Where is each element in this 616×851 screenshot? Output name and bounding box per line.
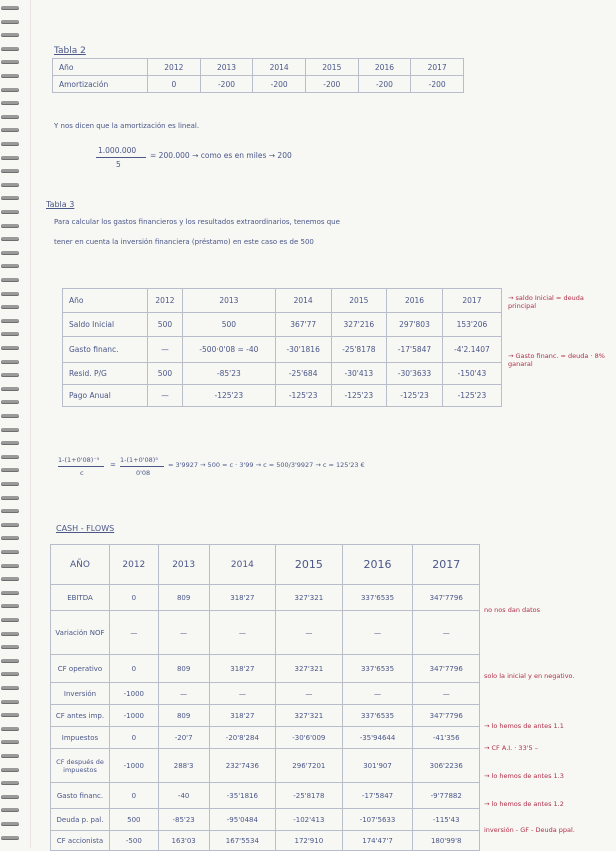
tabla3-title: Tabla 3 <box>46 200 75 209</box>
tabla2-title: Tabla 2 <box>54 46 86 56</box>
tabla2-cell: -200 <box>305 76 358 93</box>
tabla3-intro-line1: Para calcular los gastos financieros y los resultados extraordinarios, tenemos que <box>54 218 340 226</box>
cashflow-note-accionista: inversión - GF - Deuda ppal. <box>484 826 575 834</box>
spiral-ring <box>1 482 19 486</box>
tabla3-cell: -25'684 <box>275 363 331 385</box>
spiral-ring <box>1 822 19 826</box>
cashflow-table <box>50 544 480 851</box>
tabla3-header: 2015 <box>331 289 387 313</box>
spiral-ring <box>1 156 19 160</box>
tabla3-cell: 500 <box>148 363 183 385</box>
tabla3-header: 2013 <box>182 289 275 313</box>
tabla2-formula-denominator: 5 <box>116 160 121 169</box>
spiral-ring <box>1 618 19 622</box>
cashflow-cell: — <box>276 611 342 655</box>
spiral-ring <box>1 196 19 200</box>
cashflow-note-inversion: solo la inicial y en negativo. <box>484 672 575 680</box>
cashflow-cell: -1000 <box>110 705 159 727</box>
cashflow-cell: 180'99'8 <box>413 831 480 851</box>
spiral-ring <box>1 60 19 64</box>
tabla3-cell: -125'23 <box>387 385 443 407</box>
cashflow-cell: -9'77882 <box>413 783 480 809</box>
fraction-bar <box>58 466 104 467</box>
cashflow-cell: -95'0484 <box>209 809 275 831</box>
tabla2-header: 2012 <box>148 59 201 76</box>
tabla3-cell: -125'23 <box>331 385 387 407</box>
spiral-ring <box>1 101 19 105</box>
cashflow-cell: 296'7201 <box>276 749 342 783</box>
tabla3-header: 2016 <box>387 289 443 313</box>
spiral-ring <box>1 604 19 608</box>
spiral-ring <box>1 577 19 581</box>
spiral-ring <box>1 319 19 323</box>
cashflow-cell: 232'7436 <box>209 749 275 783</box>
cashflow-header: 2013 <box>158 545 209 585</box>
spiral-ring <box>1 645 19 649</box>
spiral-ring <box>1 523 19 527</box>
cashflow-cell: -107'5633 <box>342 809 413 831</box>
spiral-ring <box>1 142 19 146</box>
cashflow-cell: — <box>209 683 275 705</box>
tabla2-header: 2015 <box>305 59 358 76</box>
tabla3-header: 2014 <box>275 289 331 313</box>
cashflow-cell: -500 <box>110 831 159 851</box>
tabla2-cell: -200 <box>358 76 411 93</box>
cashflow-cell: -25'8178 <box>276 783 342 809</box>
cashflow-note-impuestos: → CF A.I. · 33'5 – <box>484 744 538 752</box>
cashflow-note-antes: → lo hemos de antes 1.1 <box>484 722 564 730</box>
cashflow-header: 2015 <box>276 545 342 585</box>
cashflow-title: CASH - FLOWS <box>56 524 115 533</box>
tabla2-header: 2013 <box>200 59 253 76</box>
cashflow-cell: — <box>110 611 159 655</box>
tabla3-cell: -125'23 <box>182 385 275 407</box>
cashflow-cell: — <box>413 683 480 705</box>
cashflow-row-label: CF después de impuestos <box>51 749 110 783</box>
spiral-ring <box>1 414 19 418</box>
spiral-ring <box>1 686 19 690</box>
spiral-ring <box>1 754 19 758</box>
notebook-spiral <box>0 0 22 848</box>
cashflow-cell: 0 <box>110 655 159 683</box>
spiral-ring <box>1 183 19 187</box>
tabla3-cell: 500 <box>182 313 275 337</box>
tabla2-table <box>52 58 464 93</box>
tabla3-cell: — <box>148 337 183 363</box>
spiral-ring <box>1 224 19 228</box>
spiral-ring <box>1 360 19 364</box>
cashflow-cell: 337'6535 <box>342 585 413 611</box>
spiral-ring <box>1 468 19 472</box>
tabla3-formula-left-num: 1-(1+0'08)⁻⁵ <box>58 456 100 464</box>
spiral-ring <box>1 115 19 119</box>
cashflow-note-nof: no nos dan datos <box>484 606 541 614</box>
fraction-bar <box>120 466 164 467</box>
cashflow-cell: — <box>276 683 342 705</box>
tabla3-formula-mid-den: 0'08 <box>136 469 151 477</box>
tabla2-cell: -200 <box>200 76 253 93</box>
cashflow-cell: -35'1816 <box>209 783 275 809</box>
cashflow-cell: — <box>342 611 413 655</box>
tabla2-header: 2017 <box>411 59 464 76</box>
cashflow-cell: — <box>413 611 480 655</box>
tabla3-cell: -150'43 <box>442 363 501 385</box>
spiral-ring <box>1 346 19 350</box>
cashflow-cell: 288'3 <box>158 749 209 783</box>
spiral-ring <box>1 128 19 132</box>
cashflow-row-label: CF operativo <box>51 655 110 683</box>
cashflow-cell: -40 <box>158 783 209 809</box>
spiral-ring <box>1 727 19 731</box>
cashflow-cell: 337'6535 <box>342 655 413 683</box>
tabla3-note-gasto: → Gasto financ. = deuda · 8% ganaral <box>508 352 605 368</box>
tabla2-cell: 0 <box>148 76 201 93</box>
spiral-ring <box>1 536 19 540</box>
tabla3-formula-rest: = 3'9927 → 500 = c · 3'99 → c = 500/3'9927 → c = 125'23 € <box>168 461 365 469</box>
spiral-ring <box>1 292 19 296</box>
margin-line <box>30 0 31 848</box>
tabla3-cell: 327'216 <box>331 313 387 337</box>
spiral-ring <box>1 836 19 840</box>
spiral-ring <box>1 550 19 554</box>
cashflow-note-deuda: → lo hemos de antes 1.2 <box>484 800 564 808</box>
cashflow-cell: 0 <box>110 727 159 749</box>
cashflow-cell: 337'6535 <box>342 705 413 727</box>
cashflow-row-label: Variación NOF <box>51 611 110 655</box>
cashflow-cell: 0 <box>110 585 159 611</box>
cashflow-cell: 347'7796 <box>413 705 480 727</box>
cashflow-cell: 327'321 <box>276 655 342 683</box>
spiral-ring <box>1 428 19 432</box>
cashflow-header: 2014 <box>209 545 275 585</box>
spiral-ring <box>1 672 19 676</box>
tabla3-cell: -500·0'08 = -40 <box>182 337 275 363</box>
cashflow-cell: — <box>158 611 209 655</box>
cashflow-row-label: Deuda p. pal. <box>51 809 110 831</box>
cashflow-cell: 809 <box>158 655 209 683</box>
tabla3-cell: 500 <box>148 313 183 337</box>
tabla3-header: 2012 <box>148 289 183 313</box>
tabla3-table <box>62 288 502 407</box>
spiral-ring <box>1 6 19 10</box>
spiral-ring <box>1 713 19 717</box>
cashflow-cell: -1000 <box>110 683 159 705</box>
cashflow-cell: -102'413 <box>276 809 342 831</box>
fraction-bar <box>96 157 146 158</box>
spiral-ring <box>1 795 19 799</box>
tabla3-cell: -25'8178 <box>331 337 387 363</box>
spiral-ring <box>1 740 19 744</box>
tabla3-row-label: Saldo Inicial <box>63 313 148 337</box>
cashflow-header: 2012 <box>110 545 159 585</box>
spiral-ring <box>1 387 19 391</box>
cashflow-cell: 318'27 <box>209 655 275 683</box>
tabla3-row-label: Gasto financ. <box>63 337 148 363</box>
spiral-ring <box>1 251 19 255</box>
tabla3-intro-line2: tener en cuenta la inversión financiera (préstamo) en este caso es de 500 <box>54 238 314 246</box>
tabla3-cell: -85'23 <box>182 363 275 385</box>
cashflow-cell: 500 <box>110 809 159 831</box>
tabla2-cell: -200 <box>253 76 306 93</box>
cashflow-cell: 318'27 <box>209 705 275 727</box>
spiral-ring <box>1 169 19 173</box>
cashflow-cell: 347'7796 <box>413 585 480 611</box>
spiral-ring <box>1 441 19 445</box>
cashflow-header: 2016 <box>342 545 413 585</box>
cashflow-row-label: Impuestos <box>51 727 110 749</box>
tabla2-row-label: Amortización <box>53 76 148 93</box>
spiral-ring <box>1 373 19 377</box>
tabla3-cell: -30'3633 <box>387 363 443 385</box>
tabla3-cell: -30'413 <box>331 363 387 385</box>
spiral-ring <box>1 768 19 772</box>
spiral-ring <box>1 632 19 636</box>
cashflow-cell: — <box>158 683 209 705</box>
cashflow-cell: 174'47'7 <box>342 831 413 851</box>
cashflow-cell: — <box>209 611 275 655</box>
cashflow-cell: 809 <box>158 705 209 727</box>
cashflow-cell: 301'907 <box>342 749 413 783</box>
cashflow-cell: 347'7796 <box>413 655 480 683</box>
spiral-ring <box>1 509 19 513</box>
cashflow-header: 2017 <box>413 545 480 585</box>
equals-sign: = <box>110 461 116 469</box>
spiral-ring <box>1 264 19 268</box>
cashflow-row-label: EBITDA <box>51 585 110 611</box>
tabla3-header: 2017 <box>442 289 501 313</box>
cashflow-cell: 809 <box>158 585 209 611</box>
cashflow-cell: -41'356 <box>413 727 480 749</box>
tabla3-cell: 153'206 <box>442 313 501 337</box>
tabla3-cell: -4'2.1407 <box>442 337 501 363</box>
cashflow-cell: 327'321 <box>276 585 342 611</box>
cashflow-cell: -20'8'284 <box>209 727 275 749</box>
tabla3-note-saldo: → saldo Inicial = deuda principal <box>508 294 584 310</box>
cashflow-cell: 172'910 <box>276 831 342 851</box>
cashflow-cell: 0 <box>110 783 159 809</box>
cashflow-header-year: AÑO <box>51 545 110 585</box>
spiral-ring <box>1 278 19 282</box>
spiral-ring <box>1 564 19 568</box>
cashflow-cell: 163'03 <box>158 831 209 851</box>
cashflow-row-label: CF antes imp. <box>51 705 110 727</box>
spiral-ring <box>1 74 19 78</box>
cashflow-note-gasto: → lo hemos de antes 1.3 <box>484 772 564 780</box>
cashflow-cell: -17'5847 <box>342 783 413 809</box>
tabla3-formula-mid-num: 1-(1+0'08)⁵ <box>120 456 158 464</box>
cashflow-row-label: CF accionista <box>51 831 110 851</box>
cashflow-cell: -30'6'009 <box>276 727 342 749</box>
cashflow-cell: 327'321 <box>276 705 342 727</box>
tabla3-cell: — <box>148 385 183 407</box>
spiral-ring <box>1 496 19 500</box>
spiral-ring <box>1 305 19 309</box>
spiral-ring <box>1 237 19 241</box>
cashflow-row-label: Gasto financ. <box>51 783 110 809</box>
spiral-ring <box>1 332 19 336</box>
tabla3-formula-left-den: c <box>80 469 84 477</box>
tabla3-cell: 367'77 <box>275 313 331 337</box>
spiral-ring <box>1 781 19 785</box>
spiral-ring <box>1 659 19 663</box>
cashflow-cell: 306'2236 <box>413 749 480 783</box>
cashflow-cell: -85'23 <box>158 809 209 831</box>
tabla2-note: Y nos dicen que la amortización es lineal. <box>54 122 200 130</box>
cashflow-cell: 318'27 <box>209 585 275 611</box>
tabla2-header: 2014 <box>253 59 306 76</box>
cashflow-cell: -35'94644 <box>342 727 413 749</box>
tabla3-row-label: Pago Anual <box>63 385 148 407</box>
cashflow-cell: — <box>342 683 413 705</box>
spiral-ring <box>1 210 19 214</box>
spiral-ring <box>1 591 19 595</box>
spiral-ring <box>1 20 19 24</box>
tabla3-header-year: Año <box>63 289 148 313</box>
spiral-ring <box>1 808 19 812</box>
spiral-ring <box>1 88 19 92</box>
tabla2-header: 2016 <box>358 59 411 76</box>
tabla2-formula-numerator: 1.000.000 <box>98 146 137 155</box>
tabla2-header-year: Año <box>53 59 148 76</box>
cashflow-cell: 167'5534 <box>209 831 275 851</box>
tabla3-row-label: Resid. P/G <box>63 363 148 385</box>
tabla3-cell: -125'23 <box>275 385 331 407</box>
spiral-ring <box>1 455 19 459</box>
cashflow-cell: -1000 <box>110 749 159 783</box>
cashflow-cell: -20'7 <box>158 727 209 749</box>
cashflow-cell: -115'43 <box>413 809 480 831</box>
spiral-ring <box>1 700 19 704</box>
tabla3-cell: -30'1816 <box>275 337 331 363</box>
spiral-ring <box>1 400 19 404</box>
spiral-ring <box>1 47 19 51</box>
tabla3-cell: 297'803 <box>387 313 443 337</box>
cashflow-row-label: Inversión <box>51 683 110 705</box>
tabla3-cell: -125'23 <box>442 385 501 407</box>
tabla2-formula-rest: = 200.000 → como es en miles → 200 <box>150 151 292 160</box>
spiral-ring <box>1 33 19 37</box>
tabla3-cell: -17'5847 <box>387 337 443 363</box>
tabla2-cell: -200 <box>411 76 464 93</box>
